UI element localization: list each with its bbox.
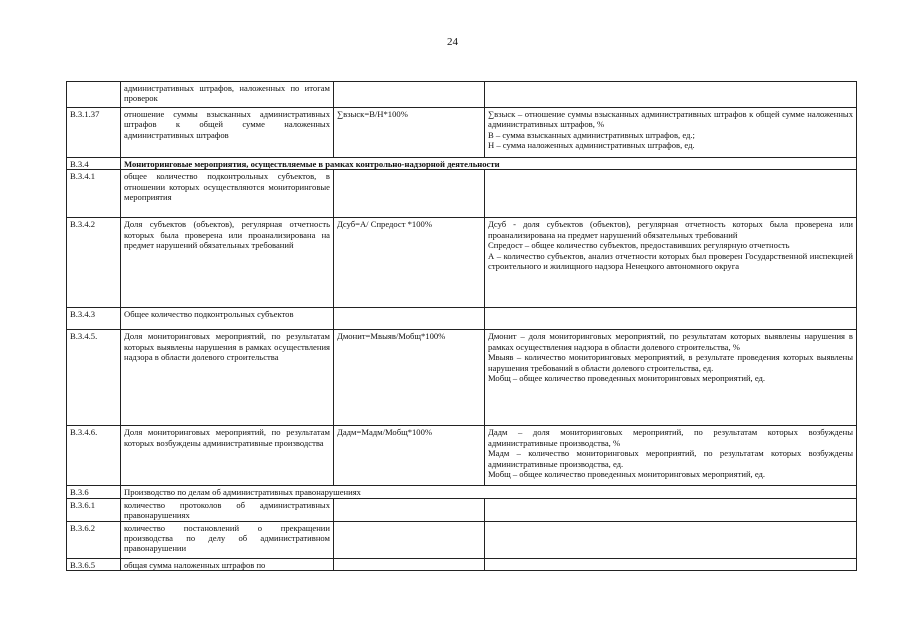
indicator-name: количество протоколов об административных правонарушениях bbox=[121, 498, 334, 521]
indicator-name: количество постановлений о прекращении производства по делу об административном правонарушении bbox=[121, 521, 334, 558]
indicator-description bbox=[485, 308, 857, 330]
indicator-formula bbox=[334, 558, 485, 570]
section-title: Мониторинговые мероприятия, осуществляемые в рамках контрольно-надзорной деятельности bbox=[121, 158, 857, 170]
description-line: Мобщ – общее количество проведенных мониторинговых мероприятий, ед. bbox=[488, 469, 766, 480]
indicator-formula bbox=[334, 82, 485, 108]
indicator-name: Доля мониторинговых мероприятий, по результатам которых возбуждены административные производства bbox=[121, 426, 334, 486]
table-row bbox=[67, 170, 857, 218]
indicator-name: Доля субъектов (объектов), регулярная отчетность которых была проверена или проанализирована на предмет нарушений обязательных требований bbox=[121, 218, 334, 308]
description-line: Мадм – количество мониторинговых мероприятий, по результатам которых возбуждены административные производства, ед. bbox=[488, 448, 853, 469]
description-line: ∑взыск – отношение суммы взысканных административных штрафов к общей сумме наложенных административных штрафов, % bbox=[488, 109, 853, 130]
description-line: А – количество субъектов, анализ отчетности которых был проверен Государственной инспекцией строительного и жилищного надзора Ненецкого автономного округа bbox=[488, 250, 853, 272]
description-line: В – сумма взысканных административных штрафов, ед.; bbox=[488, 129, 695, 140]
indicator-description bbox=[485, 498, 857, 521]
row-code: В.3.4.2 bbox=[67, 218, 121, 308]
indicator-name: общая сумма наложенных штрафов по bbox=[121, 558, 334, 570]
indicator-name: Общее количество подконтрольных субъектов bbox=[121, 308, 334, 330]
row-code: В.3.6.5 bbox=[67, 558, 121, 570]
page-number: 24 bbox=[447, 36, 458, 48]
table-row bbox=[67, 426, 857, 486]
row-code: В.3.6 bbox=[67, 486, 121, 498]
indicator-description bbox=[485, 558, 857, 570]
row-code: В.3.4.6. bbox=[67, 426, 121, 486]
table-row bbox=[67, 498, 857, 521]
indicator-formula bbox=[334, 498, 485, 521]
description-line: Дсуб - доля субъектов (объектов), регулярная отчетность которых была проверена или проанализирована на предмет нарушений обязательных требований bbox=[488, 219, 853, 240]
section-title: Производство по делам об административных правонарушениях bbox=[121, 486, 857, 498]
indicator-formula bbox=[334, 308, 485, 330]
indicator-description bbox=[485, 218, 857, 308]
table-row bbox=[67, 82, 857, 108]
indicator-name: Доля мониторинговых мероприятий, по результатам которых выявлены нарушения в рамках осуществления надзора в области долевого строительства bbox=[121, 330, 334, 426]
indicator-formula: Дсуб=А/ Cпредост *100% bbox=[334, 218, 485, 308]
indicator-description bbox=[485, 170, 857, 218]
row-code: В.3.4.5. bbox=[67, 330, 121, 426]
row-code: В.3.6.1 bbox=[67, 498, 121, 521]
description-line: Мобщ – общее количество проведенных мониторинговых мероприятий, ед. bbox=[488, 373, 766, 384]
indicator-description bbox=[485, 108, 857, 158]
table-row bbox=[67, 308, 857, 330]
indicator-description bbox=[485, 330, 857, 426]
description-line: Дмонит – доля мониторинговых мероприятий, по результатам которых выявлены нарушения в рамках осуществления надзора в области долевого строительства, % bbox=[488, 331, 853, 352]
row-code: В.3.6.2 bbox=[67, 521, 121, 558]
table-row bbox=[67, 108, 857, 158]
row-code bbox=[67, 82, 121, 108]
description-line: Дадм – доля мониторинговых мероприятий, по результатам которых возбуждены административные производства, % bbox=[488, 427, 853, 448]
indicator-description bbox=[485, 426, 857, 486]
description-line: Н – сумма наложенных административных штрафов, ед. bbox=[488, 140, 695, 151]
description-line: Спредост – общее количество субъектов, предоставивших регулярную отчетность bbox=[488, 240, 790, 251]
indicator-name: административных штрафов, наложенных по итогам проверок bbox=[121, 82, 334, 108]
table-row bbox=[67, 218, 857, 308]
indicator-formula bbox=[334, 521, 485, 558]
indicator-formula: ∑взыск=В/Н*100% bbox=[334, 108, 485, 158]
row-code: В.3.4 bbox=[67, 158, 121, 170]
table-row bbox=[67, 558, 857, 570]
indicator-formula bbox=[334, 170, 485, 218]
description-line: Мвыяв – количество мониторинговых мероприятий, в результате проведения которых выявлены нарушения требований в области долевого строительства, ед. bbox=[488, 352, 853, 373]
indicator-formula: Дадм=Мадм/Мобщ*100% bbox=[334, 426, 485, 486]
indicator-description bbox=[485, 82, 857, 108]
row-code: В.3.4.3 bbox=[67, 308, 121, 330]
indicator-name: общее количество подконтрольных субъектов, в отношении которых осуществляются мониторинговые мероприятия bbox=[121, 170, 334, 218]
table-row bbox=[67, 521, 857, 558]
table-row bbox=[67, 330, 857, 426]
row-code: В.3.4.1 bbox=[67, 170, 121, 218]
indicators-table bbox=[66, 81, 857, 571]
table-row bbox=[67, 158, 857, 170]
table-row bbox=[67, 486, 857, 498]
indicator-name: отношение суммы взысканных административных штрафов к общей сумме наложенных административных штрафов bbox=[121, 108, 334, 158]
row-code: В.3.1.37 bbox=[67, 108, 121, 158]
indicator-description bbox=[485, 521, 857, 558]
indicator-formula: Дмонит=Мвыяв/Мобщ*100% bbox=[334, 330, 485, 426]
